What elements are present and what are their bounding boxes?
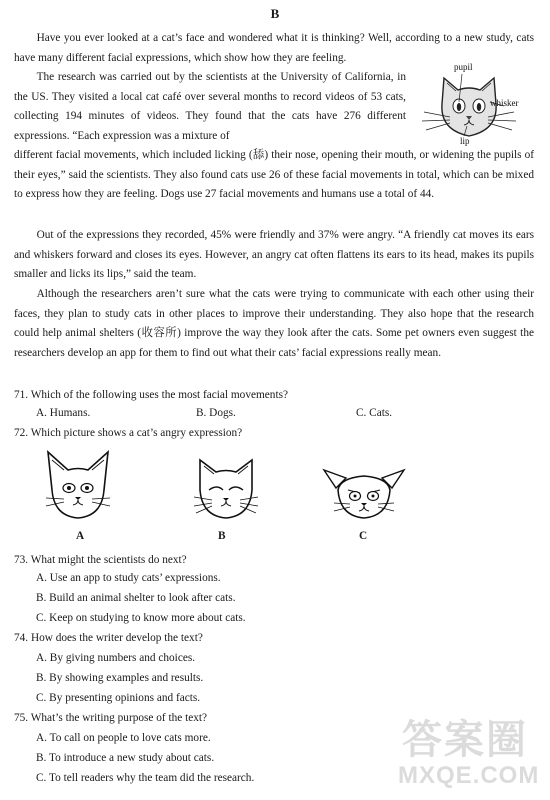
angry-cat-drawing bbox=[322, 458, 406, 524]
cat-picture-a[interactable] bbox=[42, 446, 114, 529]
question-71-option-a[interactable]: A. Humans. bbox=[36, 407, 91, 419]
watermark-logo-text: 答案圈 bbox=[402, 718, 528, 762]
pupil-label: pupil bbox=[454, 62, 473, 72]
question-74-option-a[interactable]: A. By giving numbers and choices. bbox=[36, 652, 196, 664]
question-74-option-c[interactable]: C. By presenting opinions and facts. bbox=[36, 692, 201, 704]
paragraph-2-part-2: different facial movements, which included licking (舔) their nose, opening their mouth, or widening the pupils of their eyes,” said the scientists. They also found cats use 26 of these facial movements in total, which can be mixed to express how they are feeling. Dogs use 27 facial movements and humans use a total of 44. bbox=[14, 149, 534, 201]
lip-label: lip bbox=[460, 136, 470, 146]
cat-picture-c-label: C bbox=[359, 530, 368, 542]
question-74-stem: 74. How does the writer develop the text? bbox=[14, 632, 203, 644]
whisker-label: whisker bbox=[490, 98, 519, 108]
question-72-stem: 72. Which picture shows a cat’s angry expression? bbox=[14, 427, 243, 439]
question-71-option-c[interactable]: C. Cats. bbox=[356, 407, 393, 419]
watermark bbox=[364, 706, 544, 796]
cat-face-illustration bbox=[414, 64, 534, 148]
friendly-cat-drawing bbox=[42, 446, 114, 524]
paragraph-2-part-1: The research was carried out by the scientists at the University of California, in the US. They visited a local cat café over several months to record videos of 53 cats, collecting 194 minutes of videos. They found that the cats have 276 different expressions. “Each expression was a mixture of bbox=[14, 71, 406, 142]
question-71-option-b[interactable]: B. Dogs. bbox=[196, 407, 236, 419]
question-75-option-c[interactable]: C. To tell readers why the team did the research. bbox=[36, 772, 255, 784]
cat-picture-a-label: A bbox=[76, 530, 85, 542]
happy-cat-drawing bbox=[190, 452, 262, 524]
question-75-stem: 75. What’s the writing purpose of the text? bbox=[14, 712, 208, 724]
paragraph-4: Although the researchers aren’t sure what the cats were trying to communicate with each other using their faces, they plan to study cats in other places to improve their understanding. They also hope that the research could help animal shelters (收容所) improve the way they look after the cats. Some pet owners even suggest the researchers develop an app for them to find out what their cats’ facial expressions really mean. bbox=[14, 288, 534, 359]
question-75-option-b[interactable]: B. To introduce a new study about cats. bbox=[36, 752, 215, 764]
question-71-stem: 71. Which of the following uses the most facial movements? bbox=[14, 389, 288, 401]
question-74-option-b[interactable]: B. By showing examples and results. bbox=[36, 672, 204, 684]
question-73-option-b[interactable]: B. Build an animal shelter to look after cats. bbox=[36, 592, 236, 604]
question-73-option-a[interactable]: A. Use an app to study cats’ expressions. bbox=[36, 572, 221, 584]
question-73-option-c[interactable]: C. Keep on studying to know more about cats. bbox=[36, 612, 246, 624]
paragraph-3: Out of the expressions they recorded, 45% were friendly and 37% were angry. “A friendly cat moves its ears and whiskers forward and closes its eyes. However, an angry cat often flattens its ears to its head, makes its pupils smaller and licks its lips,” said the team. bbox=[14, 229, 534, 281]
cat-picture-b-label: B bbox=[218, 530, 226, 542]
cat-picture-c[interactable] bbox=[322, 458, 406, 529]
watermark-site-text: MXQE.COM bbox=[398, 762, 540, 789]
question-75-option-a[interactable]: A. To call on people to love cats more. bbox=[36, 732, 211, 744]
paragraph-1: Have you ever looked at a cat’s face and wondered what it is thinking? Well, according to a new study, cats have many different facial expressions, which show how they are feeling. bbox=[14, 32, 534, 64]
cat-picture-b[interactable] bbox=[190, 452, 262, 529]
question-73-stem: 73. What might the scientists do next? bbox=[14, 554, 187, 566]
section-heading: B bbox=[270, 6, 280, 21]
